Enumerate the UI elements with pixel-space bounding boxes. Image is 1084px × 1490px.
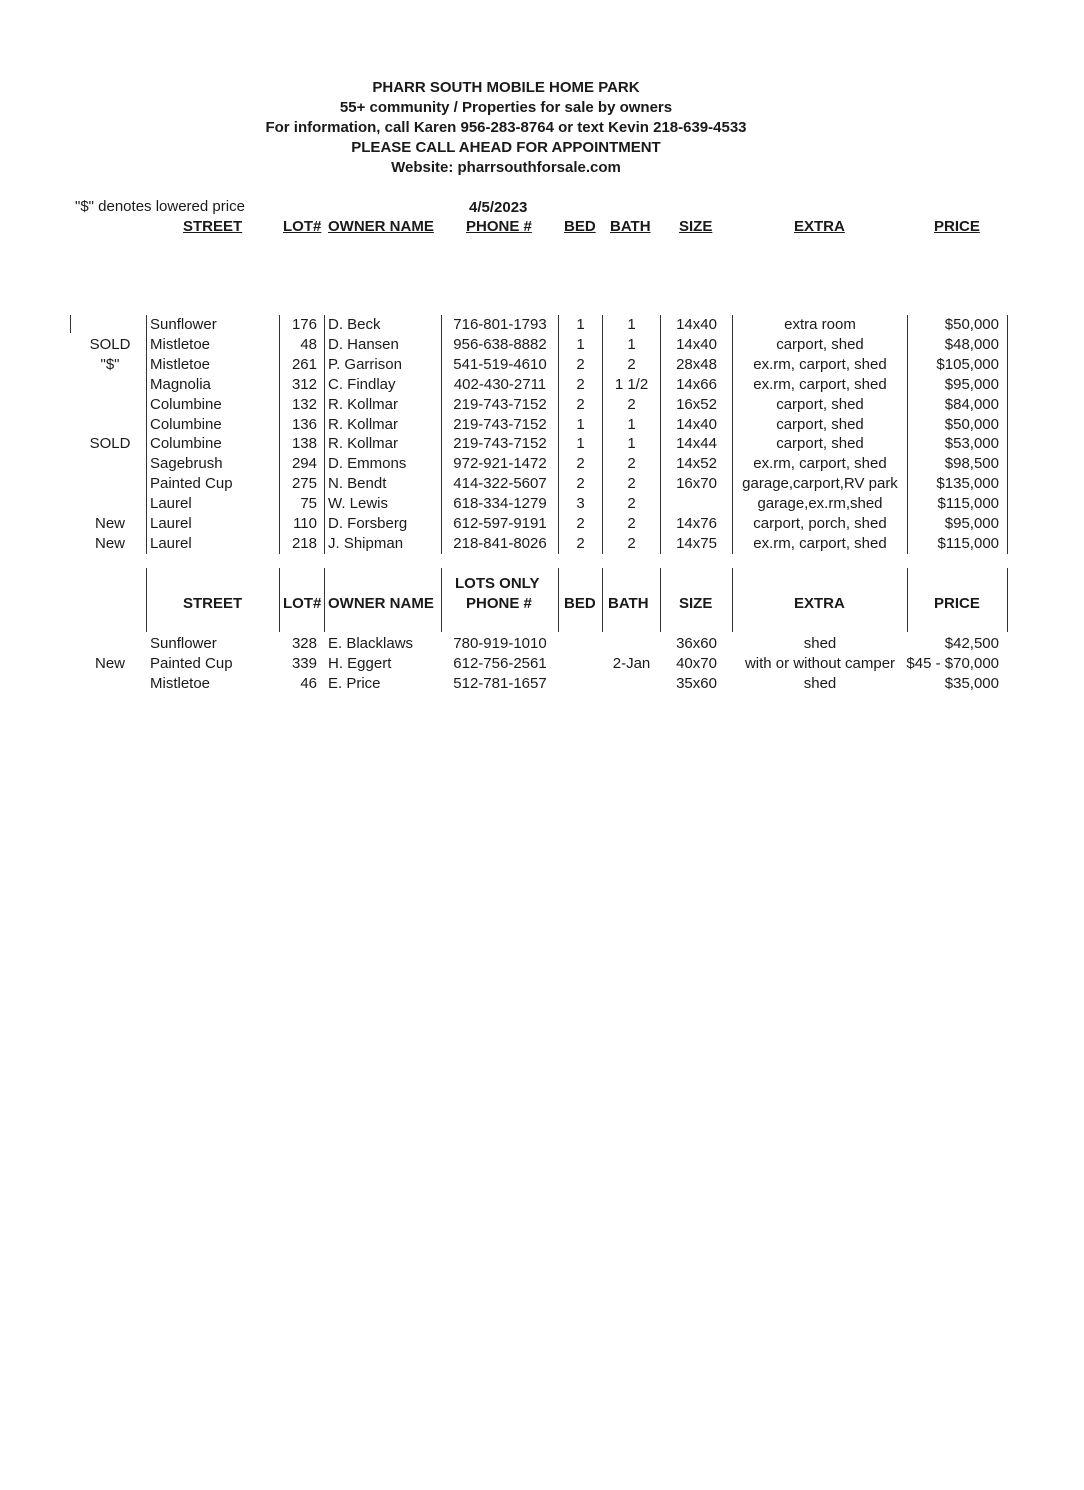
- col-header-bath: BATH: [610, 218, 651, 235]
- cell-phone: 402-430-2711: [453, 375, 547, 393]
- cell-lot: 136: [291, 415, 317, 433]
- cell-lot: 261: [291, 355, 317, 373]
- cell-owner: R. Kollmar: [328, 395, 399, 413]
- cell-street: Sunflower: [150, 635, 217, 652]
- cell-lot: 312: [291, 375, 317, 393]
- cell-owner: R. Kollmar: [328, 415, 399, 433]
- cell-owner: N. Bendt: [328, 475, 387, 493]
- cell-lot: 110: [293, 515, 317, 532]
- cell-bed: 2: [576, 455, 585, 473]
- col-header-extra: EXTRA: [794, 218, 845, 235]
- date: 4/5/2023: [469, 199, 528, 216]
- cell-street: Painted Cup: [150, 475, 233, 493]
- col-header-owner: OWNER NAME: [328, 218, 434, 235]
- cell-bath: 2: [627, 475, 636, 493]
- cell-bed: 2: [576, 355, 585, 373]
- cell-extra: garage,carport,RV park: [742, 475, 898, 493]
- rule: [1007, 568, 1008, 632]
- cell-extra: carport, porch, shed: [753, 515, 887, 532]
- cell-lot: 176: [291, 316, 317, 333]
- cell-owner: H. Eggert: [328, 655, 392, 672]
- cell-extra: ex.rm, carport, shed: [753, 355, 887, 373]
- title-line-2: 55+ community / Properties for sale by owners: [339, 99, 673, 116]
- cell-street: Columbine: [150, 395, 222, 413]
- cell-status: SOLD: [89, 335, 131, 353]
- cell-extra: shed: [803, 635, 837, 652]
- cell-owner: J. Shipman: [328, 534, 404, 552]
- cell-lot: 328: [291, 635, 317, 652]
- cell-extra: extra room: [784, 316, 856, 333]
- cell-phone: 219-743-7152: [453, 395, 547, 413]
- cell-size: 14x44: [676, 435, 717, 453]
- cell-bath: 2: [627, 355, 636, 373]
- cell-phone: 414-322-5607: [453, 475, 547, 493]
- cell-street: Painted Cup: [150, 655, 233, 672]
- title-line-3: For information, call Karen 956-283-8764 or text Kevin 218-639-4533: [265, 119, 747, 136]
- cell-size: 14x66: [676, 375, 717, 393]
- cell-phone: 716-801-1793: [453, 316, 547, 333]
- lots-header-owner: OWNER NAME: [328, 595, 434, 612]
- cell-bed: 1: [576, 335, 585, 353]
- cell-owner: D. Hansen: [328, 335, 399, 353]
- rule: [279, 568, 280, 632]
- col-header-phone: PHONE #: [466, 218, 532, 235]
- rule: [602, 568, 603, 632]
- cell-phone: 612-597-9191: [453, 515, 547, 532]
- cell-bed: 1: [576, 316, 585, 333]
- cell-lot: 132: [291, 395, 317, 413]
- cell-street: Sunflower: [150, 316, 217, 333]
- cell-owner: D. Emmons: [328, 455, 407, 473]
- cell-bed: 3: [576, 495, 585, 513]
- title-line-5: Website: pharrsouthforsale.com: [391, 159, 621, 176]
- margin-mark: [70, 315, 71, 333]
- cell-phone: 512-781-1657: [453, 675, 547, 692]
- lots-header-lot: LOT#: [283, 595, 322, 612]
- cell-lot: 46: [300, 675, 317, 692]
- cell-owner: R. Kollmar: [328, 435, 399, 453]
- cell-status: "$": [100, 355, 120, 373]
- rule: [441, 568, 442, 632]
- lots-only-title: LOTS ONLY: [455, 575, 540, 592]
- col-header-bed: BED: [564, 218, 596, 235]
- lots-header-extra: EXTRA: [794, 595, 845, 612]
- lots-header-bed: BED: [564, 595, 596, 612]
- cell-owner: D. Beck: [328, 316, 381, 333]
- cell-phone: 219-743-7152: [453, 435, 547, 453]
- cell-street: Magnolia: [150, 375, 211, 393]
- rule: [558, 568, 559, 632]
- cell-price: $95,000: [944, 375, 999, 393]
- cell-bath: 1 1/2: [614, 375, 649, 393]
- cell-price: $105,000: [936, 355, 999, 373]
- cell-price: $48,000: [944, 335, 999, 353]
- cell-extra: with or without camper: [744, 655, 896, 672]
- cell-bath: 1: [627, 335, 636, 353]
- cell-extra: ex.rm, carport, shed: [753, 375, 887, 393]
- cell-phone: 972-921-1472: [453, 455, 547, 473]
- cell-extra: carport, shed: [776, 335, 864, 353]
- cell-lot: 138: [291, 435, 317, 453]
- cell-size: 28x48: [676, 355, 717, 373]
- cell-status: New: [94, 534, 125, 552]
- cell-price: $115,000: [937, 495, 999, 513]
- cell-bed: 2: [576, 475, 585, 493]
- cell-phone: 780-919-1010: [453, 635, 547, 652]
- col-header-price: PRICE: [934, 218, 980, 235]
- cell-street: Mistletoe: [150, 355, 211, 373]
- col-header-street: STREET: [183, 218, 243, 235]
- cell-bed: 2: [576, 395, 585, 413]
- cell-bath: 1: [627, 316, 636, 333]
- cell-status: SOLD: [89, 435, 131, 453]
- cell-phone: 541-519-4610: [453, 355, 547, 373]
- cell-size: 14x75: [676, 534, 717, 552]
- cell-street: Sagebrush: [150, 455, 223, 473]
- cell-lot: 48: [300, 335, 317, 353]
- rule: [324, 315, 325, 554]
- cell-status: New: [94, 655, 125, 672]
- cell-street: Laurel: [150, 534, 192, 552]
- cell-price: $50,000: [944, 316, 999, 333]
- cell-phone: 956-638-8882: [453, 335, 547, 353]
- cell-bath: 2: [627, 515, 636, 532]
- cell-extra: ex.rm, carport, shed: [753, 534, 887, 552]
- cell-bed: 2: [576, 534, 585, 552]
- cell-extra: shed: [803, 675, 837, 692]
- cell-price: $135,000: [936, 475, 999, 493]
- cell-owner: D. Forsberg: [328, 515, 408, 532]
- cell-lot: 218: [291, 534, 317, 552]
- cell-extra: garage,ex.rm,shed: [757, 495, 883, 513]
- cell-bed: 1: [576, 415, 585, 433]
- cell-price: $95,000: [944, 515, 999, 532]
- cell-extra: ex.rm, carport, shed: [753, 455, 887, 473]
- cell-owner: E. Blacklaws: [328, 635, 414, 652]
- cell-street: Laurel: [150, 515, 192, 532]
- cell-price: $115,000: [937, 534, 999, 552]
- cell-bath: 1: [627, 415, 636, 433]
- cell-lot: 75: [300, 495, 317, 513]
- cell-size: 14x40: [676, 335, 717, 353]
- price-note: "$" denotes lowered price: [75, 198, 245, 215]
- cell-price: $45 - $70,000: [906, 655, 999, 672]
- cell-bath: 2: [627, 455, 636, 473]
- lots-header-bath: BATH: [608, 595, 649, 612]
- cell-street: Columbine: [150, 415, 222, 433]
- cell-bed: 2: [576, 515, 585, 532]
- cell-lot: 275: [291, 475, 317, 493]
- cell-size: 40x70: [676, 655, 717, 672]
- cell-bed: 2: [576, 375, 585, 393]
- cell-bed: 1: [576, 435, 585, 453]
- cell-owner: W. Lewis: [328, 495, 389, 513]
- cell-extra: carport, shed: [776, 415, 864, 433]
- cell-price: $98,500: [944, 455, 999, 473]
- cell-bath: 2: [627, 534, 636, 552]
- cell-size: 16x52: [676, 395, 717, 413]
- cell-size: 14x52: [676, 455, 717, 473]
- cell-price: $42,500: [944, 635, 999, 652]
- cell-price: $50,000: [944, 415, 999, 433]
- rule: [324, 568, 325, 632]
- cell-owner: E. Price: [328, 675, 381, 692]
- cell-size: 35x60: [676, 675, 717, 692]
- cell-bath: 2-Jan: [612, 655, 651, 672]
- cell-street: Laurel: [150, 495, 192, 513]
- cell-size: 14x40: [676, 415, 717, 433]
- cell-price: $84,000: [944, 395, 999, 413]
- cell-street: Mistletoe: [150, 675, 211, 692]
- cell-size: 14x76: [676, 515, 717, 532]
- cell-bath: 1: [627, 435, 636, 453]
- cell-phone: 219-743-7152: [453, 415, 547, 433]
- rule: [441, 315, 442, 554]
- cell-bath: 2: [627, 395, 636, 413]
- lots-header-street: STREET: [183, 595, 243, 612]
- cell-phone: 218-841-8026: [453, 534, 547, 552]
- cell-bath: 2: [627, 495, 636, 513]
- rule: [660, 568, 661, 632]
- cell-phone: 618-334-1279: [453, 495, 547, 513]
- lots-header-price: PRICE: [934, 595, 980, 612]
- cell-price: $35,000: [944, 675, 999, 692]
- rule: [146, 568, 147, 632]
- col-header-size: SIZE: [679, 218, 713, 235]
- cell-owner: P. Garrison: [328, 355, 402, 373]
- cell-owner: C. Findlay: [328, 375, 396, 393]
- cell-size: 36x60: [676, 635, 717, 652]
- cell-street: Mistletoe: [150, 335, 211, 353]
- cell-size: 16x70: [676, 475, 717, 493]
- cell-extra: carport, shed: [776, 435, 864, 453]
- cell-phone: 612-756-2561: [453, 655, 547, 672]
- rule: [1007, 315, 1008, 554]
- cell-status: New: [94, 515, 125, 532]
- lots-header-phone: PHONE #: [466, 595, 532, 612]
- rule: [732, 568, 733, 632]
- cell-size: 14x40: [676, 316, 717, 333]
- col-header-lot: LOT#: [283, 218, 322, 235]
- cell-street: Columbine: [150, 435, 222, 453]
- cell-price: $53,000: [944, 435, 999, 453]
- cell-extra: carport, shed: [776, 395, 864, 413]
- lots-header-size: SIZE: [679, 595, 713, 612]
- cell-lot: 294: [291, 455, 317, 473]
- title-line-4: PLEASE CALL AHEAD FOR APPOINTMENT: [351, 139, 661, 156]
- cell-lot: 339: [291, 655, 317, 672]
- rule: [907, 568, 908, 632]
- title-line-1: PHARR SOUTH MOBILE HOME PARK: [372, 79, 640, 96]
